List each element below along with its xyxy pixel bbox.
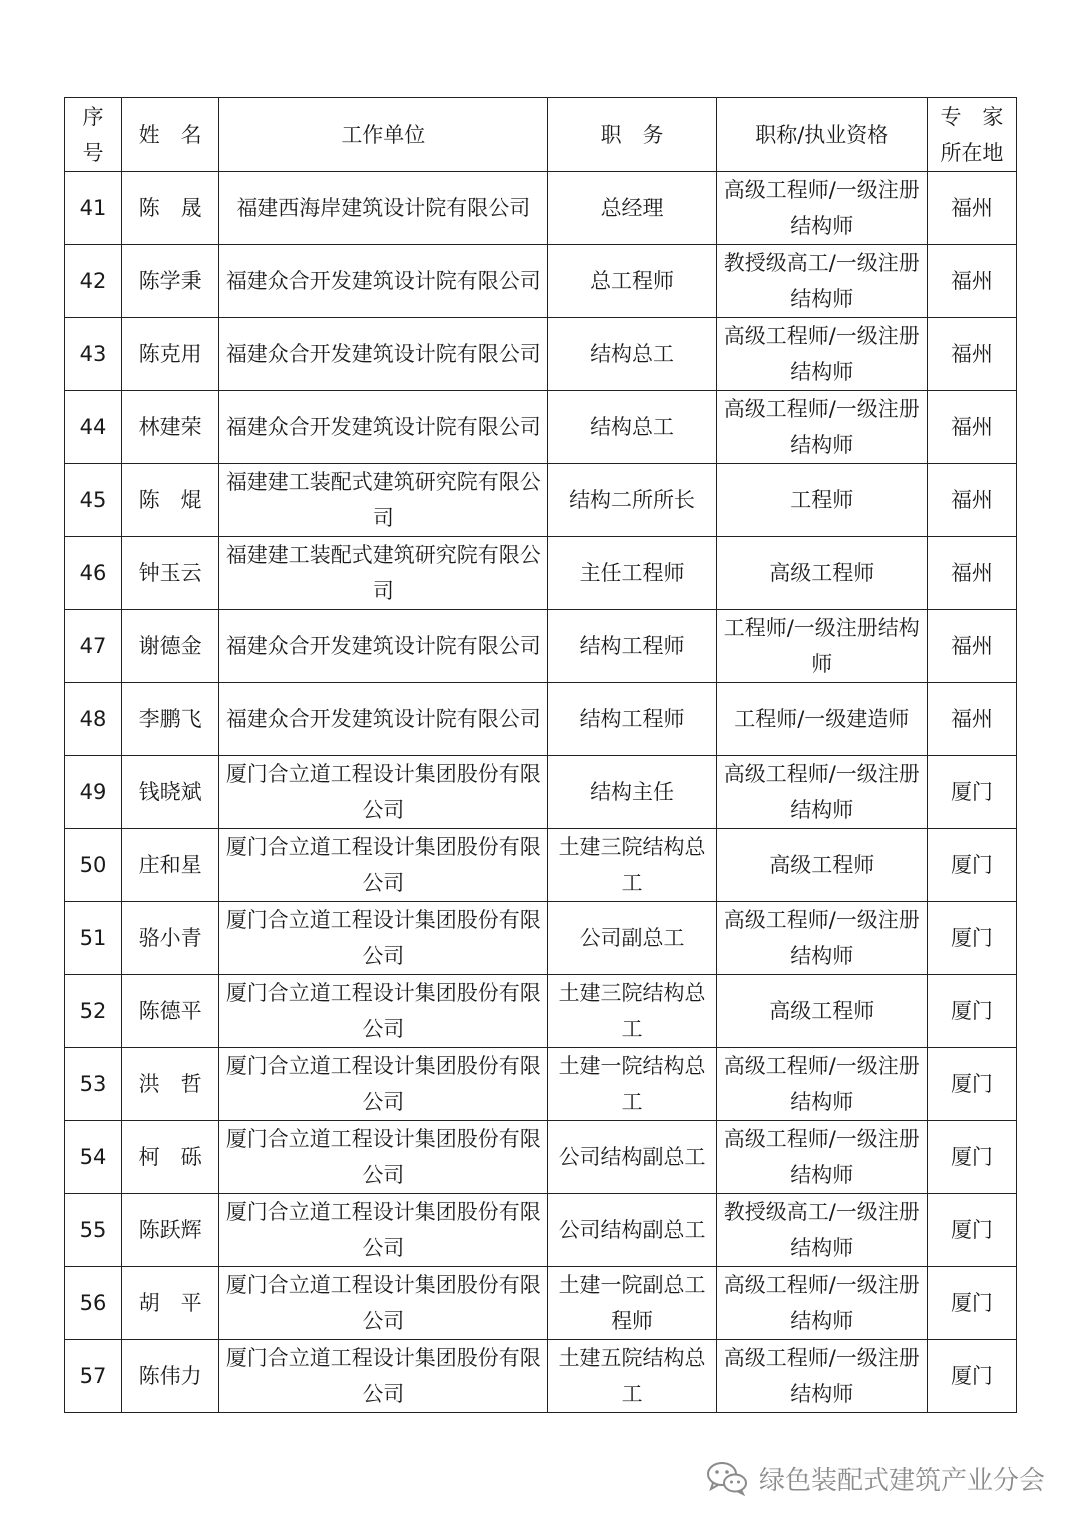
cell-title: 教授级高工/一级注册结构师 (716, 245, 927, 318)
cell-unit: 福建建工装配式建筑研究院有限公司 (219, 464, 548, 537)
cell-no: 52 (65, 975, 122, 1048)
cell-name: 陈德平 (122, 975, 219, 1048)
cell-title: 工程师 (716, 464, 927, 537)
cell-no: 53 (65, 1048, 122, 1121)
cell-name: 庄和星 (122, 829, 219, 902)
cell-unit: 福建众合开发建筑设计院有限公司 (219, 610, 548, 683)
cell-name: 陈 晟 (122, 172, 219, 245)
cell-post: 土建一院副总工程师 (548, 1267, 716, 1340)
cell-title: 高级工程师/一级注册结构师 (716, 391, 927, 464)
cell-post: 结构工程师 (548, 610, 716, 683)
cell-no: 42 (65, 245, 122, 318)
cell-location: 福州 (927, 245, 1016, 318)
cell-location: 福州 (927, 391, 1016, 464)
cell-post: 结构总工 (548, 318, 716, 391)
cell-no: 47 (65, 610, 122, 683)
cell-title: 高级工程师/一级注册结构师 (716, 1121, 927, 1194)
cell-title: 高级工程师/一级注册结构师 (716, 172, 927, 245)
cell-name: 陈 焜 (122, 464, 219, 537)
table-row (65, 318, 1017, 391)
cell-post: 公司副总工 (548, 902, 716, 975)
cell-post: 总工程师 (548, 245, 716, 318)
cell-location: 厦门 (927, 1194, 1016, 1267)
cell-no: 44 (65, 391, 122, 464)
cell-name: 洪 哲 (122, 1048, 219, 1121)
table-row (65, 610, 1017, 683)
cell-name: 胡 平 (122, 1267, 219, 1340)
cell-post: 土建一院结构总工 (548, 1048, 716, 1121)
cell-title: 高级工程师/一级注册结构师 (716, 1048, 927, 1121)
cell-title: 工程师/一级建造师 (716, 683, 927, 756)
cell-location: 福州 (927, 683, 1016, 756)
cell-title: 高级工程师/一级注册结构师 (716, 318, 927, 391)
cell-unit: 厦门合立道工程设计集团股份有限公司 (219, 902, 548, 975)
cell-title: 高级工程师/一级注册结构师 (716, 1267, 927, 1340)
table-row (65, 1194, 1017, 1267)
watermark-text: 绿色装配式建筑产业分会 (759, 1465, 1046, 1496)
cell-title: 高级工程师 (716, 537, 927, 610)
cell-title: 工程师/一级注册结构师 (716, 610, 927, 683)
table-row (65, 683, 1017, 756)
table-row (65, 1121, 1017, 1194)
table-header (65, 98, 1017, 172)
table-row (65, 1267, 1017, 1340)
cell-no: 54 (65, 1121, 122, 1194)
header-title: 职称/执业资格 (716, 98, 927, 172)
table-row (65, 245, 1017, 318)
cell-post: 主任工程师 (548, 537, 716, 610)
cell-unit: 厦门合立道工程设计集团股份有限公司 (219, 1048, 548, 1121)
header-name: 姓 名 (122, 98, 219, 172)
cell-title: 高级工程师 (716, 829, 927, 902)
cell-location: 厦门 (927, 756, 1016, 829)
table-row (65, 902, 1017, 975)
cell-post: 土建五院结构总工 (548, 1340, 716, 1413)
cell-title: 高级工程师 (716, 975, 927, 1048)
cell-location: 厦门 (927, 975, 1016, 1048)
cell-location: 福州 (927, 610, 1016, 683)
table-row (65, 1340, 1017, 1413)
cell-post: 结构总工 (548, 391, 716, 464)
cell-unit: 福建建工装配式建筑研究院有限公司 (219, 537, 548, 610)
cell-unit: 厦门合立道工程设计集团股份有限公司 (219, 1267, 548, 1340)
cell-name: 钱晓斌 (122, 756, 219, 829)
table-row (65, 464, 1017, 537)
header-no: 序号 (65, 98, 122, 172)
cell-unit: 厦门合立道工程设计集团股份有限公司 (219, 1194, 548, 1267)
cell-location: 厦门 (927, 902, 1016, 975)
cell-unit: 福建众合开发建筑设计院有限公司 (219, 245, 548, 318)
header-row (65, 98, 1017, 172)
cell-title: 教授级高工/一级注册结构师 (716, 1194, 927, 1267)
expert-table (64, 97, 1017, 1413)
cell-location: 厦门 (927, 1048, 1016, 1121)
cell-post: 结构二所所长 (548, 464, 716, 537)
cell-location: 福州 (927, 464, 1016, 537)
cell-unit: 福建西海岸建筑设计院有限公司 (219, 172, 548, 245)
cell-unit: 厦门合立道工程设计集团股份有限公司 (219, 829, 548, 902)
cell-no: 48 (65, 683, 122, 756)
cell-name: 谢德金 (122, 610, 219, 683)
cell-post: 公司结构副总工 (548, 1194, 716, 1267)
cell-no: 56 (65, 1267, 122, 1340)
cell-no: 57 (65, 1340, 122, 1413)
cell-location: 福州 (927, 318, 1016, 391)
cell-no: 43 (65, 318, 122, 391)
cell-unit: 厦门合立道工程设计集团股份有限公司 (219, 756, 548, 829)
table-row (65, 975, 1017, 1048)
cell-unit: 厦门合立道工程设计集团股份有限公司 (219, 1121, 548, 1194)
table-row (65, 756, 1017, 829)
cell-location: 厦门 (927, 829, 1016, 902)
table-row (65, 1048, 1017, 1121)
cell-location: 福州 (927, 537, 1016, 610)
cell-no: 50 (65, 829, 122, 902)
table-row (65, 172, 1017, 245)
cell-name: 陈伟力 (122, 1340, 219, 1413)
cell-no: 45 (65, 464, 122, 537)
cell-title: 高级工程师/一级注册结构师 (716, 902, 927, 975)
header-location: 专 家所在地 (927, 98, 1016, 172)
cell-post: 土建三院结构总工 (548, 975, 716, 1048)
cell-no: 41 (65, 172, 122, 245)
cell-name: 钟玉云 (122, 537, 219, 610)
cell-unit: 福建众合开发建筑设计院有限公司 (219, 318, 548, 391)
cell-unit: 福建众合开发建筑设计院有限公司 (219, 683, 548, 756)
table-row (65, 829, 1017, 902)
cell-location: 厦门 (927, 1267, 1016, 1340)
cell-unit: 厦门合立道工程设计集团股份有限公司 (219, 975, 548, 1048)
cell-post: 结构主任 (548, 756, 716, 829)
cell-title: 高级工程师/一级注册结构师 (716, 1340, 927, 1413)
cell-no: 51 (65, 902, 122, 975)
cell-no: 55 (65, 1194, 122, 1267)
cell-name: 陈克用 (122, 318, 219, 391)
cell-post: 总经理 (548, 172, 716, 245)
cell-name: 林建荣 (122, 391, 219, 464)
header-post: 职 务 (548, 98, 716, 172)
cell-post: 结构工程师 (548, 683, 716, 756)
cell-post: 土建三院结构总工 (548, 829, 716, 902)
cell-unit: 厦门合立道工程设计集团股份有限公司 (219, 1340, 548, 1413)
cell-no: 49 (65, 756, 122, 829)
cell-post: 公司结构副总工 (548, 1121, 716, 1194)
table-row (65, 391, 1017, 464)
cell-location: 福州 (927, 172, 1016, 245)
wechat-icon (705, 1460, 749, 1496)
cell-name: 李鹏飞 (122, 683, 219, 756)
cell-name: 柯 砾 (122, 1121, 219, 1194)
header-unit: 工作单位 (219, 98, 548, 172)
cell-unit: 福建众合开发建筑设计院有限公司 (219, 391, 548, 464)
cell-location: 厦门 (927, 1121, 1016, 1194)
table-body (65, 172, 1017, 1413)
cell-name: 骆小青 (122, 902, 219, 975)
account-watermark (705, 1458, 1045, 1498)
table-row (65, 537, 1017, 610)
cell-no: 46 (65, 537, 122, 610)
cell-name: 陈学秉 (122, 245, 219, 318)
cell-name: 陈跃辉 (122, 1194, 219, 1267)
cell-location: 厦门 (927, 1340, 1016, 1413)
cell-title: 高级工程师/一级注册结构师 (716, 756, 927, 829)
